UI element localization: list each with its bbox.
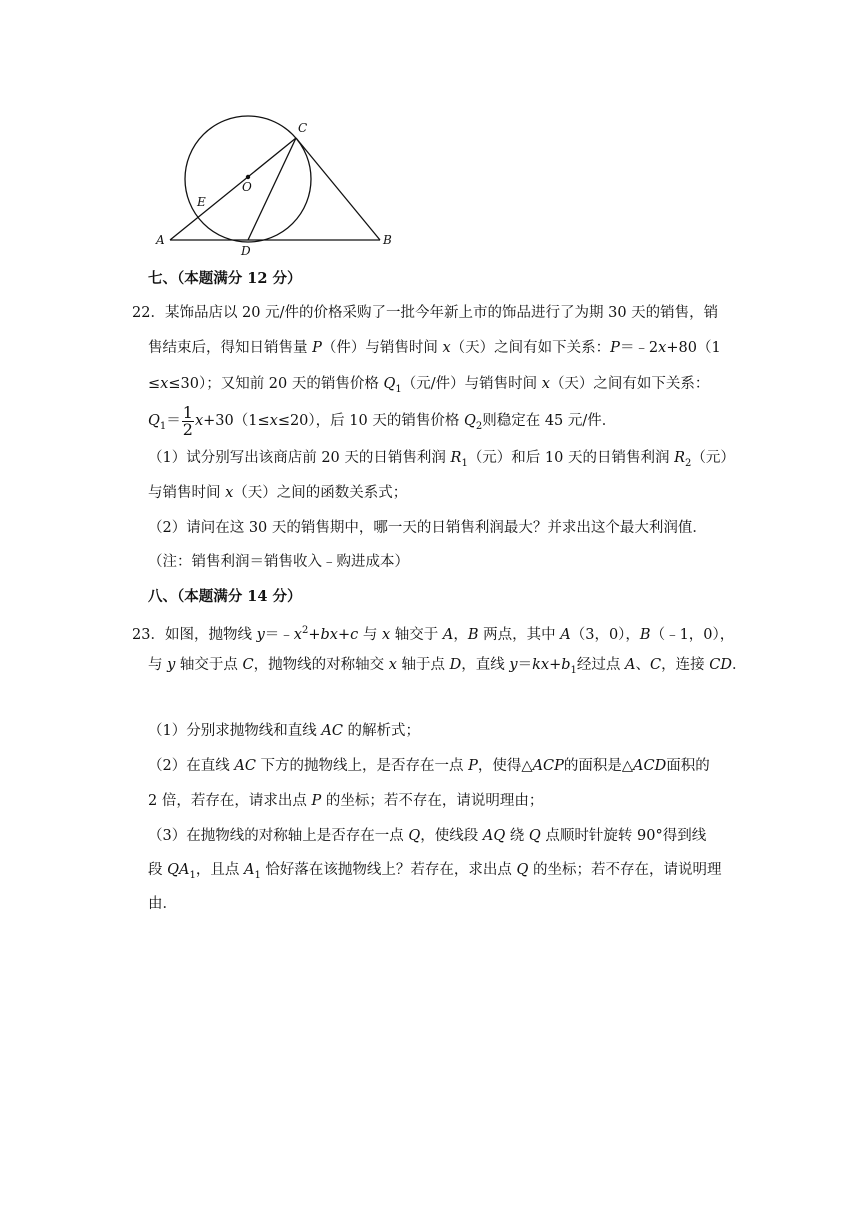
- section-8-heading: 八、（本题满分 14 分）: [148, 588, 302, 605]
- q22-line-1: 22．某饰品店以 20 元/件的价格采购了一批今年新上市的饰品进行了为期 30 天的销售，销: [132, 305, 719, 321]
- q22-line-2: 售结束后，得知日销售量 P（件）与销售时间 x（天）之间有如下关系：P＝﹣2x+80（1: [148, 340, 721, 356]
- label-e: E: [197, 195, 206, 209]
- segment-cb: [296, 138, 380, 240]
- label-c: C: [298, 121, 308, 135]
- q22-part-1: （1）试分别写出该商店前 20 天的日销售利润 $R_1$（元）和后 10 天的日销售利润 $R_2$（元）: [148, 450, 735, 469]
- q23-part-2-cont: 2 倍，若存在，请求出点 P 的坐标；若不存在，请说明理由；: [148, 793, 544, 809]
- q23-part-3-cont: 段 $QA_1$，且点 $A_1$ 恰好落在该抛物线上？若存在，求出点 Q 的坐标；若不存在，请说明理: [148, 862, 722, 881]
- label-b: B: [383, 233, 392, 247]
- q22-line-4: $Q_1=$ $\frac{1}{2}$ x+30（1≤x≤20），后 10 天的销售价格 $Q_2$则稳定在 45 元/件．: [148, 402, 617, 439]
- segment-cd: [248, 138, 296, 240]
- q23-part-1: （1）分别求抛物线和直线 AC 的解析式；: [148, 723, 421, 739]
- q22-part-1-cont: 与销售时间 x（天）之间的函数关系式；: [148, 485, 408, 501]
- label-d: D: [241, 244, 251, 257]
- center-point: [246, 175, 250, 179]
- label-a: A: [156, 233, 165, 247]
- label-o: O: [242, 180, 252, 194]
- q22-part-2: （2）请问在这 30 天的销售期中，哪一天的日销售利润最大？并求出这个最大利润值．: [148, 520, 707, 536]
- q23-line-2: 与 y 轴交于点 C，抛物线的对称轴交 x 轴于点 D，直线 $y=kx+b_1$经过点 A、C，连接 CD．: [148, 657, 747, 676]
- segment-ac: [170, 138, 296, 240]
- circle-triangle-diagram: [150, 105, 400, 257]
- geometry-figure: [150, 105, 400, 257]
- q22-line-3: ≤x≤30）；又知前 20 天的销售价格 $Q_1$（元/件）与销售时间 x（天）之间有如下关系：: [148, 376, 710, 395]
- fraction-one-half: $\frac{1}{2}$: [182, 402, 193, 439]
- q23-line-1: 23．如图，抛物线 $y=﹣x^2+bx+c$ 与 x 轴交于 A，B 两点，其中 A（3，0），B（﹣1，0），: [132, 625, 735, 643]
- q22-note: （注：销售利润＝销售收入﹣购进成本）: [148, 554, 409, 570]
- q23-part-3-end: 由．: [148, 896, 177, 912]
- q23-part-3: （3）在抛物线的对称轴上是否存在一点 Q，使线段 AQ 绕 Q 点顺时针旋转 90°得到线: [148, 828, 707, 844]
- section-7-heading: 七、（本题满分 12 分）: [148, 270, 302, 287]
- q23-part-2: （2）在直线 AC 下方的抛物线上，是否存在一点 P，使得△ACP的面积是△ACD面积的: [148, 758, 710, 774]
